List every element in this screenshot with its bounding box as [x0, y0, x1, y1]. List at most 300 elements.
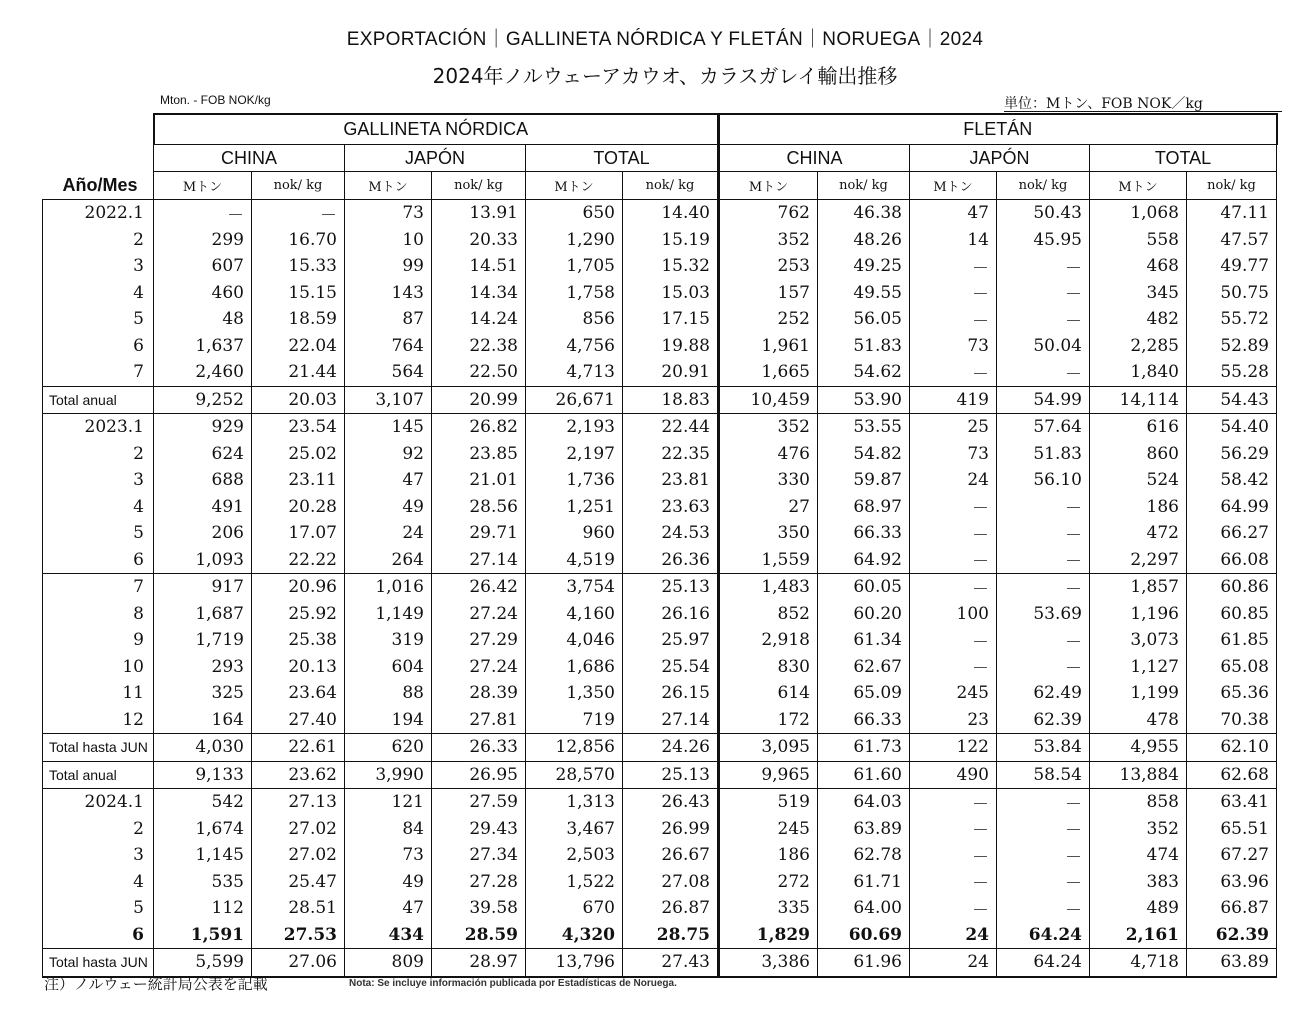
table-cell: － — [997, 253, 1090, 280]
export-table — [42, 113, 1278, 978]
group-header-total-gallineta: TOTAL — [526, 145, 719, 172]
table-cell: － — [997, 789, 1090, 816]
row-label: 2 — [43, 441, 154, 468]
table-cell: 64.92 — [818, 547, 910, 574]
table-cell: 23.64 — [252, 680, 345, 707]
table-cell: － — [910, 654, 997, 681]
table-cell: 299 — [154, 227, 252, 254]
table-cell: 194 — [345, 707, 432, 734]
table-cell: 1,313 — [526, 789, 623, 816]
table-cell: 24 — [910, 467, 997, 494]
table-cell: 49.77 — [1187, 253, 1277, 280]
table-cell: 688 — [154, 467, 252, 494]
table-cell: 2,918 — [719, 627, 818, 654]
table-cell: 25.02 — [252, 441, 345, 468]
table-cell: 491 — [154, 494, 252, 521]
table-cell: 929 — [154, 414, 252, 441]
table-cell: 47.57 — [1187, 227, 1277, 254]
table-cell: 58.54 — [997, 761, 1090, 789]
table-cell: 17.15 — [623, 306, 719, 333]
table-cell: 858 — [1090, 789, 1187, 816]
table-cell: 53.55 — [818, 414, 910, 441]
table-cell: 24 — [345, 520, 432, 547]
table-cell: 27.02 — [252, 816, 345, 843]
table-cell: 54.62 — [818, 359, 910, 386]
table-cell: － — [910, 627, 997, 654]
table-cell: 27 — [719, 494, 818, 521]
table-cell: 1,719 — [154, 627, 252, 654]
table-cell: 50.75 — [1187, 280, 1277, 307]
table-cell: 1,522 — [526, 869, 623, 896]
table-cell: 63.89 — [1187, 949, 1277, 977]
section-header-gallineta: GALLINETA NÓRDICA — [154, 114, 719, 145]
table-cell: 73 — [910, 333, 997, 360]
table-cell: 49 — [345, 494, 432, 521]
total-row — [43, 386, 1277, 414]
table-cell: 1,840 — [1090, 359, 1187, 386]
table-cell: 9,965 — [719, 761, 818, 789]
table-cell: 29.43 — [432, 816, 526, 843]
table-row — [43, 627, 1277, 654]
table-cell: 145 — [345, 414, 432, 441]
footnote-es: Nota: Se incluye información publicada por Estadísticas de Noruega. — [349, 978, 677, 989]
row-label: 2024.1 — [43, 789, 154, 816]
table-cell: 1,350 — [526, 680, 623, 707]
table-cell: 25.13 — [623, 574, 719, 601]
table-cell: 65.08 — [1187, 654, 1277, 681]
table-cell: 62.68 — [1187, 761, 1277, 789]
units-label: Mton. - FOB NOK/kg — [160, 93, 271, 107]
table-cell: 26.67 — [623, 842, 719, 869]
table-cell: 319 — [345, 627, 432, 654]
table-cell: 4,756 — [526, 333, 623, 360]
table-cell: 3,990 — [345, 761, 432, 789]
row-label: 2022.1 — [43, 200, 154, 227]
table-cell: 64.24 — [997, 949, 1090, 977]
table-cell: － — [910, 494, 997, 521]
row-label: Total anual — [43, 761, 154, 789]
table-cell: 917 — [154, 574, 252, 601]
table-cell: 10,459 — [719, 386, 818, 414]
table-cell: 61.34 — [818, 627, 910, 654]
table-cell: 1,736 — [526, 467, 623, 494]
table-cell: － — [910, 547, 997, 574]
table-cell: 66.08 — [1187, 547, 1277, 574]
row-label: 7 — [43, 359, 154, 386]
table-cell: 26.33 — [432, 734, 526, 762]
table-cell: 20.03 — [252, 386, 345, 414]
sub-header: nok/ kg — [818, 172, 910, 200]
table-cell: 809 — [345, 949, 432, 977]
table-cell: 14.24 — [432, 306, 526, 333]
table-cell: 73 — [910, 441, 997, 468]
table-row — [43, 359, 1277, 386]
table-cell: 206 — [154, 520, 252, 547]
table-cell: 13.91 — [432, 200, 526, 227]
table-cell: 1,687 — [154, 601, 252, 628]
table-cell: 27.13 — [252, 789, 345, 816]
table-cell: 14.34 — [432, 280, 526, 307]
table-cell: 23.62 — [252, 761, 345, 789]
table-cell: 26.82 — [432, 414, 526, 441]
table-cell: 27.06 — [252, 949, 345, 977]
table-cell: 55.28 — [1187, 359, 1277, 386]
table-cell: 60.69 — [818, 922, 910, 949]
table-cell: 1,145 — [154, 842, 252, 869]
table-cell: 1,591 — [154, 922, 252, 949]
table-cell: 25.47 — [252, 869, 345, 896]
table-row — [43, 816, 1277, 843]
table-cell: 28.75 — [623, 922, 719, 949]
table-cell: 28.97 — [432, 949, 526, 977]
table-cell: － — [910, 789, 997, 816]
table-cell: 122 — [910, 734, 997, 762]
table-cell: 23 — [910, 707, 997, 734]
table-cell: 472 — [1090, 520, 1187, 547]
table-cell: 48.26 — [818, 227, 910, 254]
table-cell: 61.73 — [818, 734, 910, 762]
table-cell: － — [997, 306, 1090, 333]
table-cell: 21.44 — [252, 359, 345, 386]
table-cell: 245 — [910, 680, 997, 707]
row-label: 4 — [43, 280, 154, 307]
total-row — [43, 761, 1277, 789]
table-cell: 50.43 — [997, 200, 1090, 227]
table-cell: 54.40 — [1187, 414, 1277, 441]
table-cell: 27.43 — [623, 949, 719, 977]
table-cell: 762 — [719, 200, 818, 227]
units-underline — [1004, 111, 1282, 112]
table-cell: 14 — [910, 227, 997, 254]
row-label: Total hasta JUN — [43, 949, 154, 977]
table-cell: 2,297 — [1090, 547, 1187, 574]
table-cell: 17.07 — [252, 520, 345, 547]
table-cell: 2,460 — [154, 359, 252, 386]
table-cell: 47.11 — [1187, 200, 1277, 227]
table-cell: 9,252 — [154, 386, 252, 414]
table-row — [43, 253, 1277, 280]
row-label: 5 — [43, 895, 154, 922]
table-cell: 87 — [345, 306, 432, 333]
table-cell: 27.59 — [432, 789, 526, 816]
table-cell: 53.84 — [997, 734, 1090, 762]
table-cell: 27.40 — [252, 707, 345, 734]
table-cell: 272 — [719, 869, 818, 896]
table-cell: 3,107 — [345, 386, 432, 414]
table-cell: 56.05 — [818, 306, 910, 333]
header-corner-2 — [43, 145, 154, 172]
table-cell: 4,718 — [1090, 949, 1187, 977]
table-cell: 157 — [719, 280, 818, 307]
table-cell: 25.38 — [252, 627, 345, 654]
table-cell: 62.39 — [1187, 922, 1277, 949]
table-cell: 23.63 — [623, 494, 719, 521]
table-row — [43, 654, 1277, 681]
row-label: 4 — [43, 869, 154, 896]
table-cell: － — [154, 200, 252, 227]
table-cell: 61.71 — [818, 869, 910, 896]
table-cell: 482 — [1090, 306, 1187, 333]
table-cell: 253 — [719, 253, 818, 280]
table-cell: － — [910, 520, 997, 547]
table-cell: 1,149 — [345, 601, 432, 628]
table-cell: 1,829 — [719, 922, 818, 949]
table-cell: 26.99 — [623, 816, 719, 843]
table-cell: 535 — [154, 869, 252, 896]
table-cell: － — [910, 359, 997, 386]
table-cell: 4,713 — [526, 359, 623, 386]
table-row — [43, 280, 1277, 307]
table-cell: 23.11 — [252, 467, 345, 494]
table-cell: 345 — [1090, 280, 1187, 307]
table-cell: － — [910, 306, 997, 333]
page-title: EXPORTACIÓN｜GALLINETA NÓRDICA Y FLETÁN｜NORUEGA｜2024 — [346, 29, 984, 50]
table-cell: 186 — [1090, 494, 1187, 521]
table-cell: 10 — [345, 227, 432, 254]
sub-header: Mトン — [526, 172, 623, 200]
table-cell: 20.28 — [252, 494, 345, 521]
table-cell: 352 — [719, 414, 818, 441]
table-cell: 1,665 — [719, 359, 818, 386]
sub-header: Mトン — [1090, 172, 1187, 200]
table-cell: 960 — [526, 520, 623, 547]
table-cell: 1,483 — [719, 574, 818, 601]
table-cell: 47 — [910, 200, 997, 227]
table-row — [43, 467, 1277, 494]
table-cell: 25 — [910, 414, 997, 441]
table-cell: 12,856 — [526, 734, 623, 762]
table-cell: 490 — [910, 761, 997, 789]
table-cell: 25.92 — [252, 601, 345, 628]
table-cell: 1,637 — [154, 333, 252, 360]
table-cell: 3,095 — [719, 734, 818, 762]
table-cell: 62.78 — [818, 842, 910, 869]
table-cell: － — [997, 494, 1090, 521]
sub-header: Mトン — [345, 172, 432, 200]
table-cell: 20.91 — [623, 359, 719, 386]
row-label: Total anual — [43, 386, 154, 414]
table-cell: 66.87 — [1187, 895, 1277, 922]
table-cell: 112 — [154, 895, 252, 922]
page-subtitle-jp: 2024年ノルウェーアカウオ、カラスガレイ輸出推移 — [432, 64, 898, 88]
table-cell: 47 — [345, 895, 432, 922]
units-label-jp: 単位：Mトン、FOB NOK／kg — [1004, 96, 1203, 112]
table-cell: 65.09 — [818, 680, 910, 707]
table-cell: 9,133 — [154, 761, 252, 789]
table-cell: 68.97 — [818, 494, 910, 521]
table-cell: 1,093 — [154, 547, 252, 574]
table-cell: 14.40 — [623, 200, 719, 227]
table-cell: 47 — [345, 467, 432, 494]
table-cell: 23.81 — [623, 467, 719, 494]
table-cell: － — [997, 574, 1090, 601]
group-header-japon-gallineta: JAPÓN — [345, 145, 526, 172]
table-cell: 26.42 — [432, 574, 526, 601]
table-cell: 27.08 — [623, 869, 719, 896]
table-row — [43, 227, 1277, 254]
table-cell: 26.95 — [432, 761, 526, 789]
table-cell: － — [910, 869, 997, 896]
table-cell: 460 — [154, 280, 252, 307]
table-cell: － — [997, 547, 1090, 574]
table-cell: 24 — [910, 949, 997, 977]
table-cell: 66.27 — [1187, 520, 1277, 547]
table-cell: 607 — [154, 253, 252, 280]
table-cell: 20.13 — [252, 654, 345, 681]
table-cell: 22.35 — [623, 441, 719, 468]
table-row — [43, 789, 1277, 816]
row-label: 2 — [43, 227, 154, 254]
table-cell: 46.38 — [818, 200, 910, 227]
table-cell: 15.15 — [252, 280, 345, 307]
table-cell: 383 — [1090, 869, 1187, 896]
row-label: 8 — [43, 601, 154, 628]
table-cell: 519 — [719, 789, 818, 816]
table-cell: 26.16 — [623, 601, 719, 628]
table-cell: 16.70 — [252, 227, 345, 254]
table-cell: 49 — [345, 869, 432, 896]
table-cell: 670 — [526, 895, 623, 922]
table-cell: 60.85 — [1187, 601, 1277, 628]
table-cell: － — [910, 253, 997, 280]
table-cell: 2,193 — [526, 414, 623, 441]
table-cell: 4,519 — [526, 547, 623, 574]
sub-header: Mトン — [910, 172, 997, 200]
table-cell: 419 — [910, 386, 997, 414]
table-cell: 20.33 — [432, 227, 526, 254]
table-cell: 53.90 — [818, 386, 910, 414]
table-cell: 2,503 — [526, 842, 623, 869]
table-cell: 20.99 — [432, 386, 526, 414]
table-row — [43, 895, 1277, 922]
sub-header: Mトン — [154, 172, 252, 200]
table-cell: 2,197 — [526, 441, 623, 468]
table-cell: 54.43 — [1187, 386, 1277, 414]
table-cell: 29.71 — [432, 520, 526, 547]
table-cell: 22.38 — [432, 333, 526, 360]
table-cell: 1,199 — [1090, 680, 1187, 707]
table-cell: 27.14 — [623, 707, 719, 734]
table-cell: 15.19 — [623, 227, 719, 254]
export-table-container — [42, 113, 1278, 978]
table-cell: 293 — [154, 654, 252, 681]
table-cell: 26.15 — [623, 680, 719, 707]
table-cell: 27.29 — [432, 627, 526, 654]
table-cell: 49.55 — [818, 280, 910, 307]
table-cell: 27.81 — [432, 707, 526, 734]
table-cell: 50.04 — [997, 333, 1090, 360]
table-cell: 13,796 — [526, 949, 623, 977]
table-cell: 186 — [719, 842, 818, 869]
table-cell: 27.24 — [432, 601, 526, 628]
table-cell: 99 — [345, 253, 432, 280]
table-row — [43, 200, 1277, 227]
table-row — [43, 707, 1277, 734]
table-cell: 1,674 — [154, 816, 252, 843]
table-cell: 55.72 — [1187, 306, 1277, 333]
row-label: 3 — [43, 842, 154, 869]
row-label: 4 — [43, 494, 154, 521]
table-cell: 21.01 — [432, 467, 526, 494]
table-cell: 22.44 — [623, 414, 719, 441]
table-cell: 264 — [345, 547, 432, 574]
table-cell: 61.60 — [818, 761, 910, 789]
table-cell: 56.10 — [997, 467, 1090, 494]
table-cell: 524 — [1090, 467, 1187, 494]
row-label: 12 — [43, 707, 154, 734]
row-label-header: Año/Mes — [62, 174, 138, 195]
table-cell: 2,285 — [1090, 333, 1187, 360]
table-cell: 860 — [1090, 441, 1187, 468]
table-cell: 1,196 — [1090, 601, 1187, 628]
table-cell: 27.28 — [432, 869, 526, 896]
table-cell: 15.33 — [252, 253, 345, 280]
table-cell: 1,758 — [526, 280, 623, 307]
table-cell: 172 — [719, 707, 818, 734]
table-cell: 121 — [345, 789, 432, 816]
row-label: 6 — [43, 922, 154, 949]
table-cell: 64.00 — [818, 895, 910, 922]
table-cell: 18.83 — [623, 386, 719, 414]
table-cell: 542 — [154, 789, 252, 816]
table-cell: 64.24 — [997, 922, 1090, 949]
section-header-fletan: FLETÁN — [719, 114, 1277, 145]
table-cell: 84 — [345, 816, 432, 843]
table-cell: 352 — [1090, 816, 1187, 843]
table-cell: 14.51 — [432, 253, 526, 280]
table-cell: 164 — [154, 707, 252, 734]
table-cell: 64.03 — [818, 789, 910, 816]
table-row — [43, 547, 1277, 574]
row-label: 9 — [43, 627, 154, 654]
table-cell: 1,127 — [1090, 654, 1187, 681]
table-cell: 5,599 — [154, 949, 252, 977]
table-cell: 719 — [526, 707, 623, 734]
table-cell: 764 — [345, 333, 432, 360]
table-cell: 19.88 — [623, 333, 719, 360]
table-cell: 64.99 — [1187, 494, 1277, 521]
table-row — [43, 333, 1277, 360]
table-cell: 22.50 — [432, 359, 526, 386]
table-cell: 350 — [719, 520, 818, 547]
table-cell: 245 — [719, 816, 818, 843]
group-header-japon-fletan: JAPÓN — [910, 145, 1090, 172]
row-label: 5 — [43, 306, 154, 333]
group-header-china-gallineta: CHINA — [154, 145, 345, 172]
table-cell: 614 — [719, 680, 818, 707]
table-row — [43, 922, 1277, 949]
table-cell: 22.61 — [252, 734, 345, 762]
table-cell: 352 — [719, 227, 818, 254]
table-row — [43, 494, 1277, 521]
table-cell: 4,320 — [526, 922, 623, 949]
table-cell: 3,386 — [719, 949, 818, 977]
table-cell: 13,884 — [1090, 761, 1187, 789]
table-cell: 14,114 — [1090, 386, 1187, 414]
row-label: 11 — [43, 680, 154, 707]
table-cell: 143 — [345, 280, 432, 307]
table-cell: 1,559 — [719, 547, 818, 574]
header-corner — [43, 114, 154, 145]
table-cell: 26.87 — [623, 895, 719, 922]
table-cell: 73 — [345, 200, 432, 227]
table-cell: 1,686 — [526, 654, 623, 681]
sub-header: nok/ kg — [1187, 172, 1277, 200]
table-cell: 28.56 — [432, 494, 526, 521]
table-cell: 325 — [154, 680, 252, 707]
table-cell: 62.67 — [818, 654, 910, 681]
row-label: 6 — [43, 333, 154, 360]
